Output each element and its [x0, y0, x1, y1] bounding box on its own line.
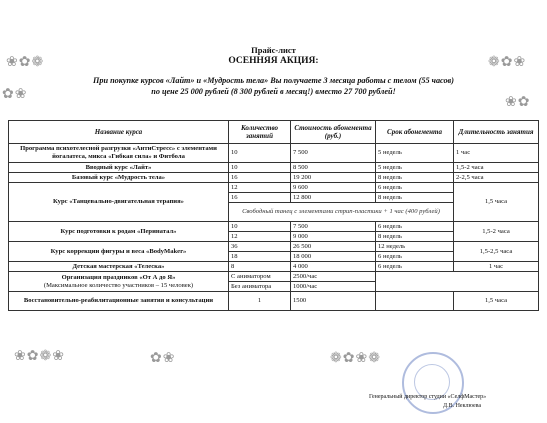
course-name: Курс коррекции фигуры и веса «BodyMaker»	[9, 242, 229, 262]
price: 19 200	[291, 173, 376, 183]
table-row	[9, 222, 539, 232]
term: 6 недель	[376, 222, 454, 232]
price: 18 000	[291, 252, 376, 262]
price: 12 800	[291, 193, 376, 203]
table-row	[9, 183, 539, 193]
table-row	[9, 262, 539, 272]
table-row	[9, 163, 539, 173]
table-row	[9, 144, 539, 163]
course-name: Программа психотелесной разгрузки «АнтиСтресс» с элементами йогалатеса, микса «Гибкая сила» и Фитбола	[9, 144, 229, 163]
duration: 1,5-2 часа	[454, 163, 539, 173]
floral-ornament-bottom-right: ❁✿❀❁	[330, 351, 381, 366]
price: 8 500	[291, 163, 376, 173]
duration: 1,5-2,5 часа	[454, 242, 539, 262]
price: 4 000	[291, 262, 376, 272]
promo-line-1: При покупке курсов «Лайт» и «Мудрость тела» Вы получаете 3 месяца работы с телом (55 часов)	[93, 76, 454, 85]
duration: 1,5 часа	[454, 292, 539, 311]
course-name: Организация праздников «От А до Я»	[61, 273, 176, 281]
duration: 1,5-2 часа	[454, 222, 539, 242]
floral-ornament-bottom-mid: ✿❀	[150, 351, 176, 366]
floral-ornament-left: ✿❀	[2, 87, 28, 102]
price: 1500	[291, 292, 376, 311]
term: 5 недель	[376, 144, 454, 163]
duration: 2-2,5 часа	[454, 173, 539, 183]
option: С аниматором	[229, 272, 291, 282]
term: 6 недель	[376, 262, 454, 272]
term: 12 недель	[376, 242, 454, 252]
floral-ornament-right: ❀✿	[505, 95, 531, 110]
header-term: Срок абонемента	[376, 121, 454, 144]
duration: 1 час	[454, 262, 539, 272]
term: 5 недель	[376, 163, 454, 173]
course-name-cell	[9, 272, 229, 292]
course-participants-note: (Максимальное количество участников – 15 человек)	[43, 281, 194, 289]
floral-ornament-top-left: ❀✿❁	[6, 55, 45, 70]
sessions: 18	[229, 252, 291, 262]
term: 6 недель	[376, 183, 454, 193]
header-price: Стоимость абонемента (руб.)	[291, 121, 376, 144]
course-name: Вводный курс «Лайт»	[9, 163, 229, 173]
price: 7 500	[291, 222, 376, 232]
price-table	[8, 120, 539, 311]
sessions: 12	[229, 183, 291, 193]
course-name: Базовый курс «Мудрость тела»	[9, 173, 229, 183]
term	[376, 292, 454, 311]
sessions: 10	[229, 222, 291, 232]
promo-subtitle: ОСЕННЯЯ АКЦИЯ:	[228, 56, 319, 66]
duration: 1 час	[454, 144, 539, 163]
header-course-name: Название курса	[9, 121, 229, 144]
floral-ornament-top-right: ❁✿❀	[488, 55, 527, 70]
course-name: Курс «Танцевально-двигательная терапия»	[9, 183, 229, 222]
duration: 1,5 часа	[454, 183, 539, 222]
sessions: 12	[229, 232, 291, 242]
sessions: 36	[229, 242, 291, 252]
term: 6 недель	[376, 252, 454, 262]
term: 8 недель	[376, 193, 454, 203]
price: 9 600	[291, 183, 376, 193]
signature-title: Генеральный директор студии «СелфМастер»	[369, 394, 487, 400]
sessions: 16	[229, 173, 291, 183]
course-name: Восстановительно-реабилитационные занятия и консультации	[9, 292, 229, 311]
course-name: Детская мастерская «Телеска»	[9, 262, 229, 272]
table-row	[9, 272, 539, 282]
sessions: 1	[229, 292, 291, 311]
header-sessions: Количество занятий	[229, 121, 291, 144]
sessions: 10	[229, 163, 291, 173]
table-row	[9, 242, 539, 252]
price: 1000/час	[291, 282, 376, 292]
header-duration: Длительность занятия	[454, 121, 539, 144]
floral-ornament-bottom-left: ❀✿❁❀	[14, 349, 65, 364]
price: 2500/час	[291, 272, 376, 282]
table-header-row	[9, 121, 539, 144]
table-row	[9, 173, 539, 183]
price: 7 500	[291, 144, 376, 163]
price: 26 500	[291, 242, 376, 252]
term: 8 недель	[376, 232, 454, 242]
signature-name: Д.В. Неклюева	[443, 403, 482, 409]
page-title: Прайс-лист	[251, 45, 296, 55]
sessions: 10	[229, 144, 291, 163]
table-row	[9, 292, 539, 311]
sessions: 16	[229, 193, 291, 203]
price: 9 000	[291, 232, 376, 242]
empty-cell	[454, 272, 539, 292]
sessions: 8	[229, 262, 291, 272]
empty-cell	[376, 272, 454, 292]
course-name: Курс подготовки к родам «Перинатал»	[9, 222, 229, 242]
option: Без аниматора	[229, 282, 291, 292]
term: 8 недель	[376, 173, 454, 183]
free-dance-note: Свободный танец с элементами стрип-пластики + 1 час (400 рублей)	[229, 203, 454, 222]
promo-line-2: по цене 25 000 рублей (8 300 рублей в месяц!) вместо 27 700 рублей!	[151, 87, 396, 96]
